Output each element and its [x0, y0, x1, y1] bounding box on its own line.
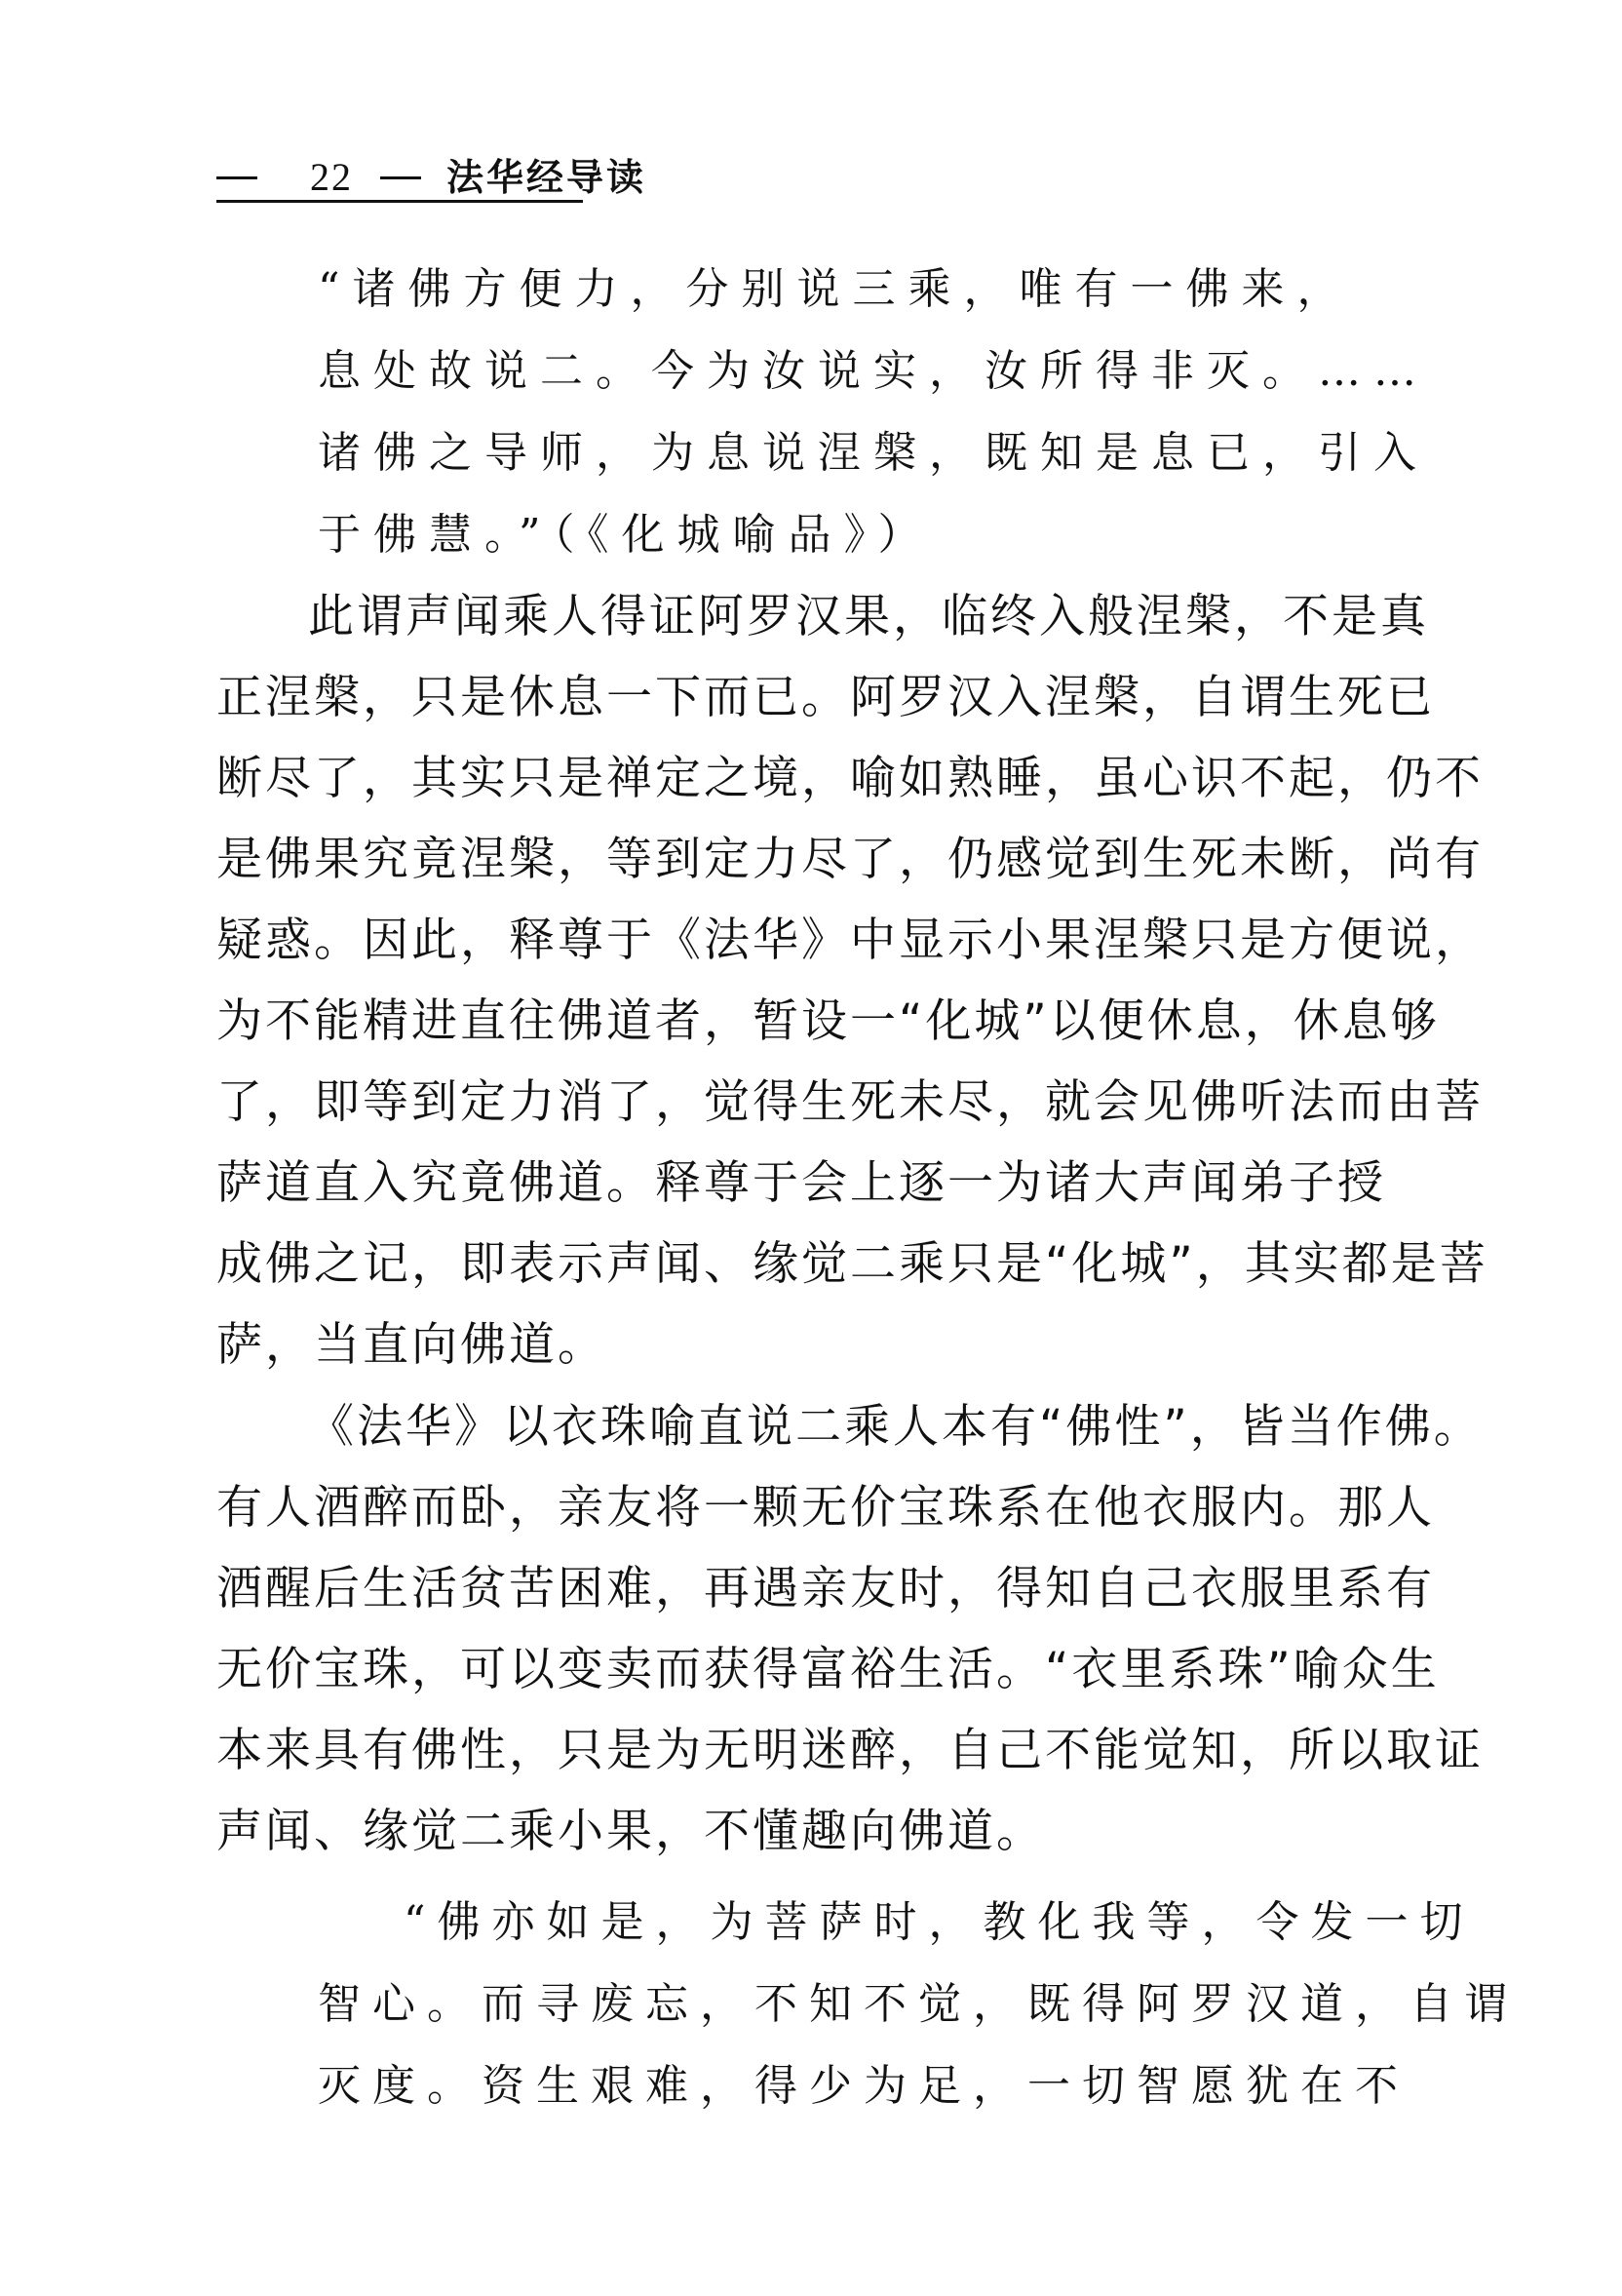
quote-line: 于佛慧。”（《化城喻品》）: [318, 510, 934, 560]
quote-line: 灭度。资生艰难，得少为足，一切智愿犹在不: [318, 2061, 1410, 2111]
text-line: 本来具有佛性，只是为无明迷醉，自己不能觉知，所以取证: [216, 1724, 1484, 1777]
text-line: 萨，当直向佛道。: [216, 1318, 606, 1372]
commentary-paragraph-2: [216, 1386, 1484, 1872]
text-line: 疑惑。因此，释尊于《法华》中显示小果涅槃只是方便说，: [216, 914, 1484, 967]
header-dash-left: [216, 176, 257, 179]
text-line: 了，即等到定力消了，觉得生死未尽，就会见佛听法而由菩: [216, 1075, 1484, 1129]
scripture-quote-2: [318, 1882, 1519, 2127]
quote-line: 诸佛之导师，为息说涅槃，既知是息已，引入: [318, 428, 1429, 478]
commentary-paragraph-1: [216, 576, 1488, 1385]
quote-line: “佛亦如是，为菩萨时，教化我等，令发一切: [404, 1897, 1475, 1947]
book-title: 法华经导读: [446, 156, 647, 199]
header-underline: [216, 200, 583, 203]
quote-line: “诸佛方便力，分别说三乘，唯有一佛来，: [318, 264, 1353, 314]
text-line: 声闻、缘觉二乘小果，不懂趣向佛道。: [216, 1805, 1045, 1858]
text-line: 断尽了，其实只是禅定之境，喻如熟睡，虽心识不起，仍不: [216, 752, 1484, 805]
text-line: 成佛之记，即表示声闻、缘觉二乘只是“化城”，其实都是菩: [216, 1237, 1488, 1291]
quote-line: 息处故说二。今为汝说实，汝所得非灭。……: [318, 346, 1429, 396]
header-dash-right: [380, 176, 421, 179]
scripture-quote-1: [318, 249, 1429, 576]
text-line: 为不能精进直往佛道者，暂设一“化城”以便休息，休息够: [216, 994, 1440, 1048]
text-line: 正涅槃，只是休息一下而已。阿罗汉入涅槃，自谓生死已: [216, 671, 1435, 724]
text-line: 萨道直入究竟佛道。释尊于会上逐一为诸大声闻弟子授: [216, 1156, 1386, 1210]
running-head: [216, 148, 646, 207]
quote-line: 智心。而寻废忘，不知不觉，既得阿罗汉道，自谓: [318, 1979, 1519, 2029]
text-line: 《法华》以衣珠喻直说二乘人本有“佛性”，皆当作佛。: [308, 1400, 1483, 1454]
text-line: 是佛果究竟涅槃，等到定力尽了，仍感觉到生死未断，尚有: [216, 833, 1484, 886]
text-line: 酒醒后生活贫苦困难，再遇亲友时，得知自己衣服里系有: [216, 1562, 1435, 1615]
page-number: 22: [310, 155, 353, 199]
text-line: 有人酒醉而卧，亲友将一颗无价宝珠系在他衣服内。那人: [216, 1481, 1435, 1535]
text-line: 此谓声闻乘人得证阿罗汉果，临终入般涅槃，不是真: [308, 590, 1429, 643]
text-line: 无价宝珠，可以变卖而获得富裕生活。“衣里系珠”喻众生: [216, 1643, 1440, 1696]
